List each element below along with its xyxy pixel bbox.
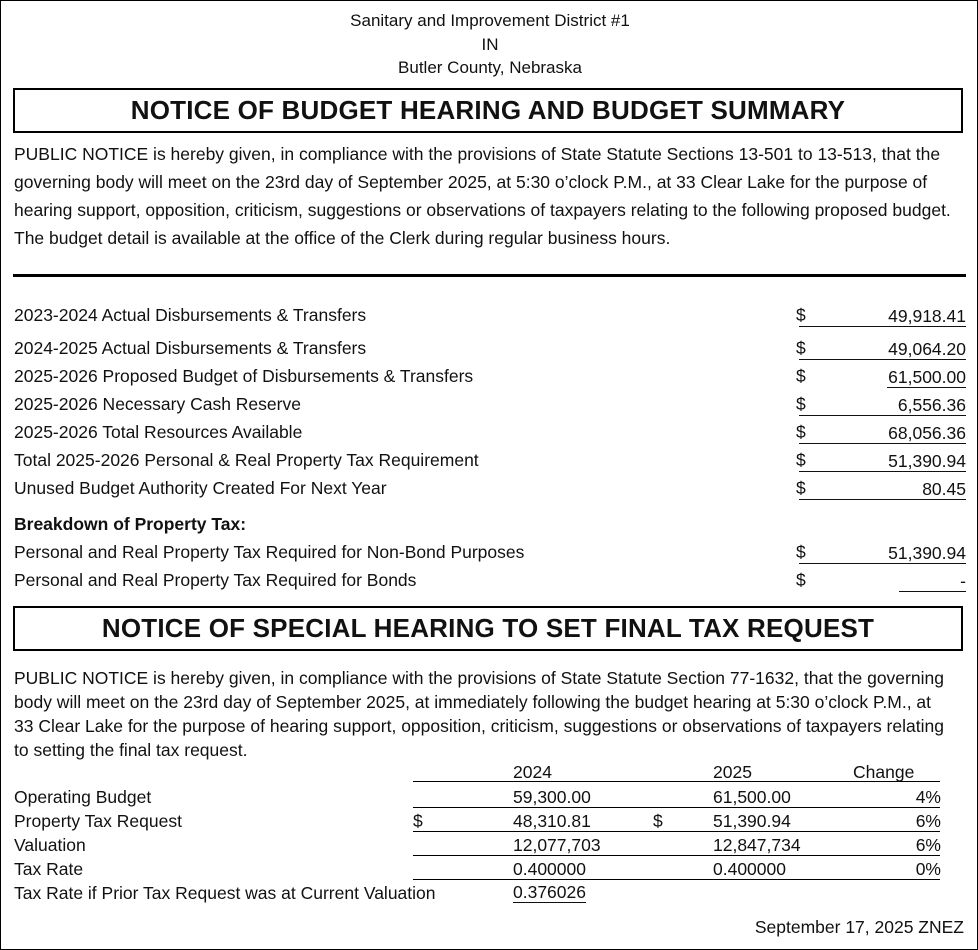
currency-symbol: $ — [796, 450, 806, 470]
row-rule — [413, 831, 940, 832]
table-cell-change: 6% — [915, 811, 941, 831]
row-rule — [413, 879, 940, 880]
table-cell-change: 4% — [915, 787, 941, 807]
table-cell-2024: 0.400000 — [513, 859, 586, 879]
table-cell-change: 0% — [915, 859, 941, 879]
table-cell-2025: 61,500.00 — [713, 787, 791, 807]
budget-row-label: Total 2025-2026 Personal & Real Property Tax Requirement — [14, 450, 479, 470]
breakdown-row-label: Personal and Real Property Tax Required for Non-Bond Purposes — [14, 542, 525, 562]
county-name: Butler County, Nebraska — [398, 58, 582, 77]
breakdown-row-label: Personal and Real Property Tax Required for Bonds — [14, 570, 417, 590]
column-header-2025: 2025 — [713, 762, 752, 782]
budget-row-amount: 49,064.20 — [799, 340, 966, 360]
header-in: IN — [481, 35, 499, 54]
budget-row-label: Unused Budget Authority Created For Next Year — [14, 478, 387, 498]
tax-notice-title: NOTICE OF SPECIAL HEARING TO SET FINAL TAX REQUEST — [13, 606, 963, 651]
breakdown-row-amount: - — [899, 572, 966, 592]
budget-row-label: 2023-2024 Actual Disbursements & Transfers — [14, 305, 367, 325]
column-header-2024: 2024 — [513, 762, 552, 782]
budget-row-label: 2025-2026 Proposed Budget of Disbursements & Transfers — [14, 366, 474, 386]
currency-symbol: $ — [796, 422, 806, 442]
table-cell-2024: 12,077,703 — [513, 835, 601, 855]
table-cell-change: 6% — [915, 835, 941, 855]
currency-symbol: $ — [796, 338, 806, 358]
column-header-change: Change — [853, 762, 915, 782]
district-name: Sanitary and Improvement District #1 — [350, 11, 630, 30]
budget-row-amount: 80.45 — [799, 480, 966, 500]
table-row-label: Valuation — [14, 835, 86, 855]
row-rule — [413, 855, 940, 856]
currency-symbol: $ — [796, 394, 806, 414]
table-cell-2024: 0.376026 — [513, 882, 586, 902]
table-row-label: Operating Budget — [14, 787, 152, 807]
budget-notice-paragraph: PUBLIC NOTICE is hereby given, in compliance with the provisions of State Statute Sections 13-501 to 13-513, that the governing body will meet on the 23rd day of September 2025, at 5:30 o’clock P.M., at 33 Clear Lake for the purpose of hearing support, opposition, criticism, suggestions or observations of taxpayers relating to the following proposed budget. The budget detail is available at the office of the Clerk during regular business hours. — [14, 144, 951, 248]
breakdown-row-amount: 51,390.94 — [799, 544, 966, 564]
budget-row-label: 2024-2025 Actual Disbursements & Transfers — [14, 338, 367, 358]
section-divider — [13, 274, 966, 277]
publication-date: September 17, 2025 ZNEZ — [754, 917, 964, 937]
currency-symbol: $ — [796, 305, 806, 325]
table-cell-2025: 51,390.94 — [713, 811, 791, 831]
budget-row-label: 2025-2026 Total Resources Available — [14, 422, 303, 442]
table-cell-2024: 59,300.00 — [513, 787, 591, 807]
currency-symbol: $ — [653, 811, 663, 831]
table-cell-2025: 12,847,734 — [713, 835, 801, 855]
currency-symbol: $ — [796, 366, 806, 386]
currency-symbol: $ — [796, 542, 806, 562]
currency-symbol: $ — [796, 478, 806, 498]
table-row-label: Property Tax Request — [14, 811, 182, 831]
table-cell-2025: 0.400000 — [713, 859, 786, 879]
row-rule — [413, 807, 940, 808]
budget-row-label: 2025-2026 Necessary Cash Reserve — [14, 394, 301, 414]
budget-row-amount: 61,500.00 — [888, 367, 966, 387]
budget-notice-title: NOTICE OF BUDGET HEARING AND BUDGET SUMMARY — [13, 88, 963, 133]
table-cell-2024: 48,310.81 — [513, 811, 591, 831]
budget-row-amount: 51,390.94 — [799, 452, 966, 472]
table-row-label: Tax Rate — [14, 859, 84, 879]
currency-symbol: $ — [413, 811, 423, 831]
budget-row-amount: 68,056.36 — [799, 424, 966, 444]
budget-row-amount: 6,556.36 — [799, 396, 966, 416]
budget-row-amount: 49,918.41 — [799, 307, 966, 327]
breakdown-heading: Breakdown of Property Tax: — [14, 514, 247, 534]
table-row-label: Tax Rate if Prior Tax Request was at Current Valuation — [14, 883, 436, 903]
currency-symbol: $ — [796, 570, 806, 590]
tax-notice-paragraph: PUBLIC NOTICE is hereby given, in compliance with the provisions of State Statute Section 77-1632, that the governing body will meet on the 23rd day of September 2025, at immediately following the budget hearing at 5:30 o’clock P.M., at 33 Clear Lake for the purpose of hearing support, opposition, criticism, suggestions or observations of taxpayers relating to setting the final tax request. — [14, 668, 944, 760]
